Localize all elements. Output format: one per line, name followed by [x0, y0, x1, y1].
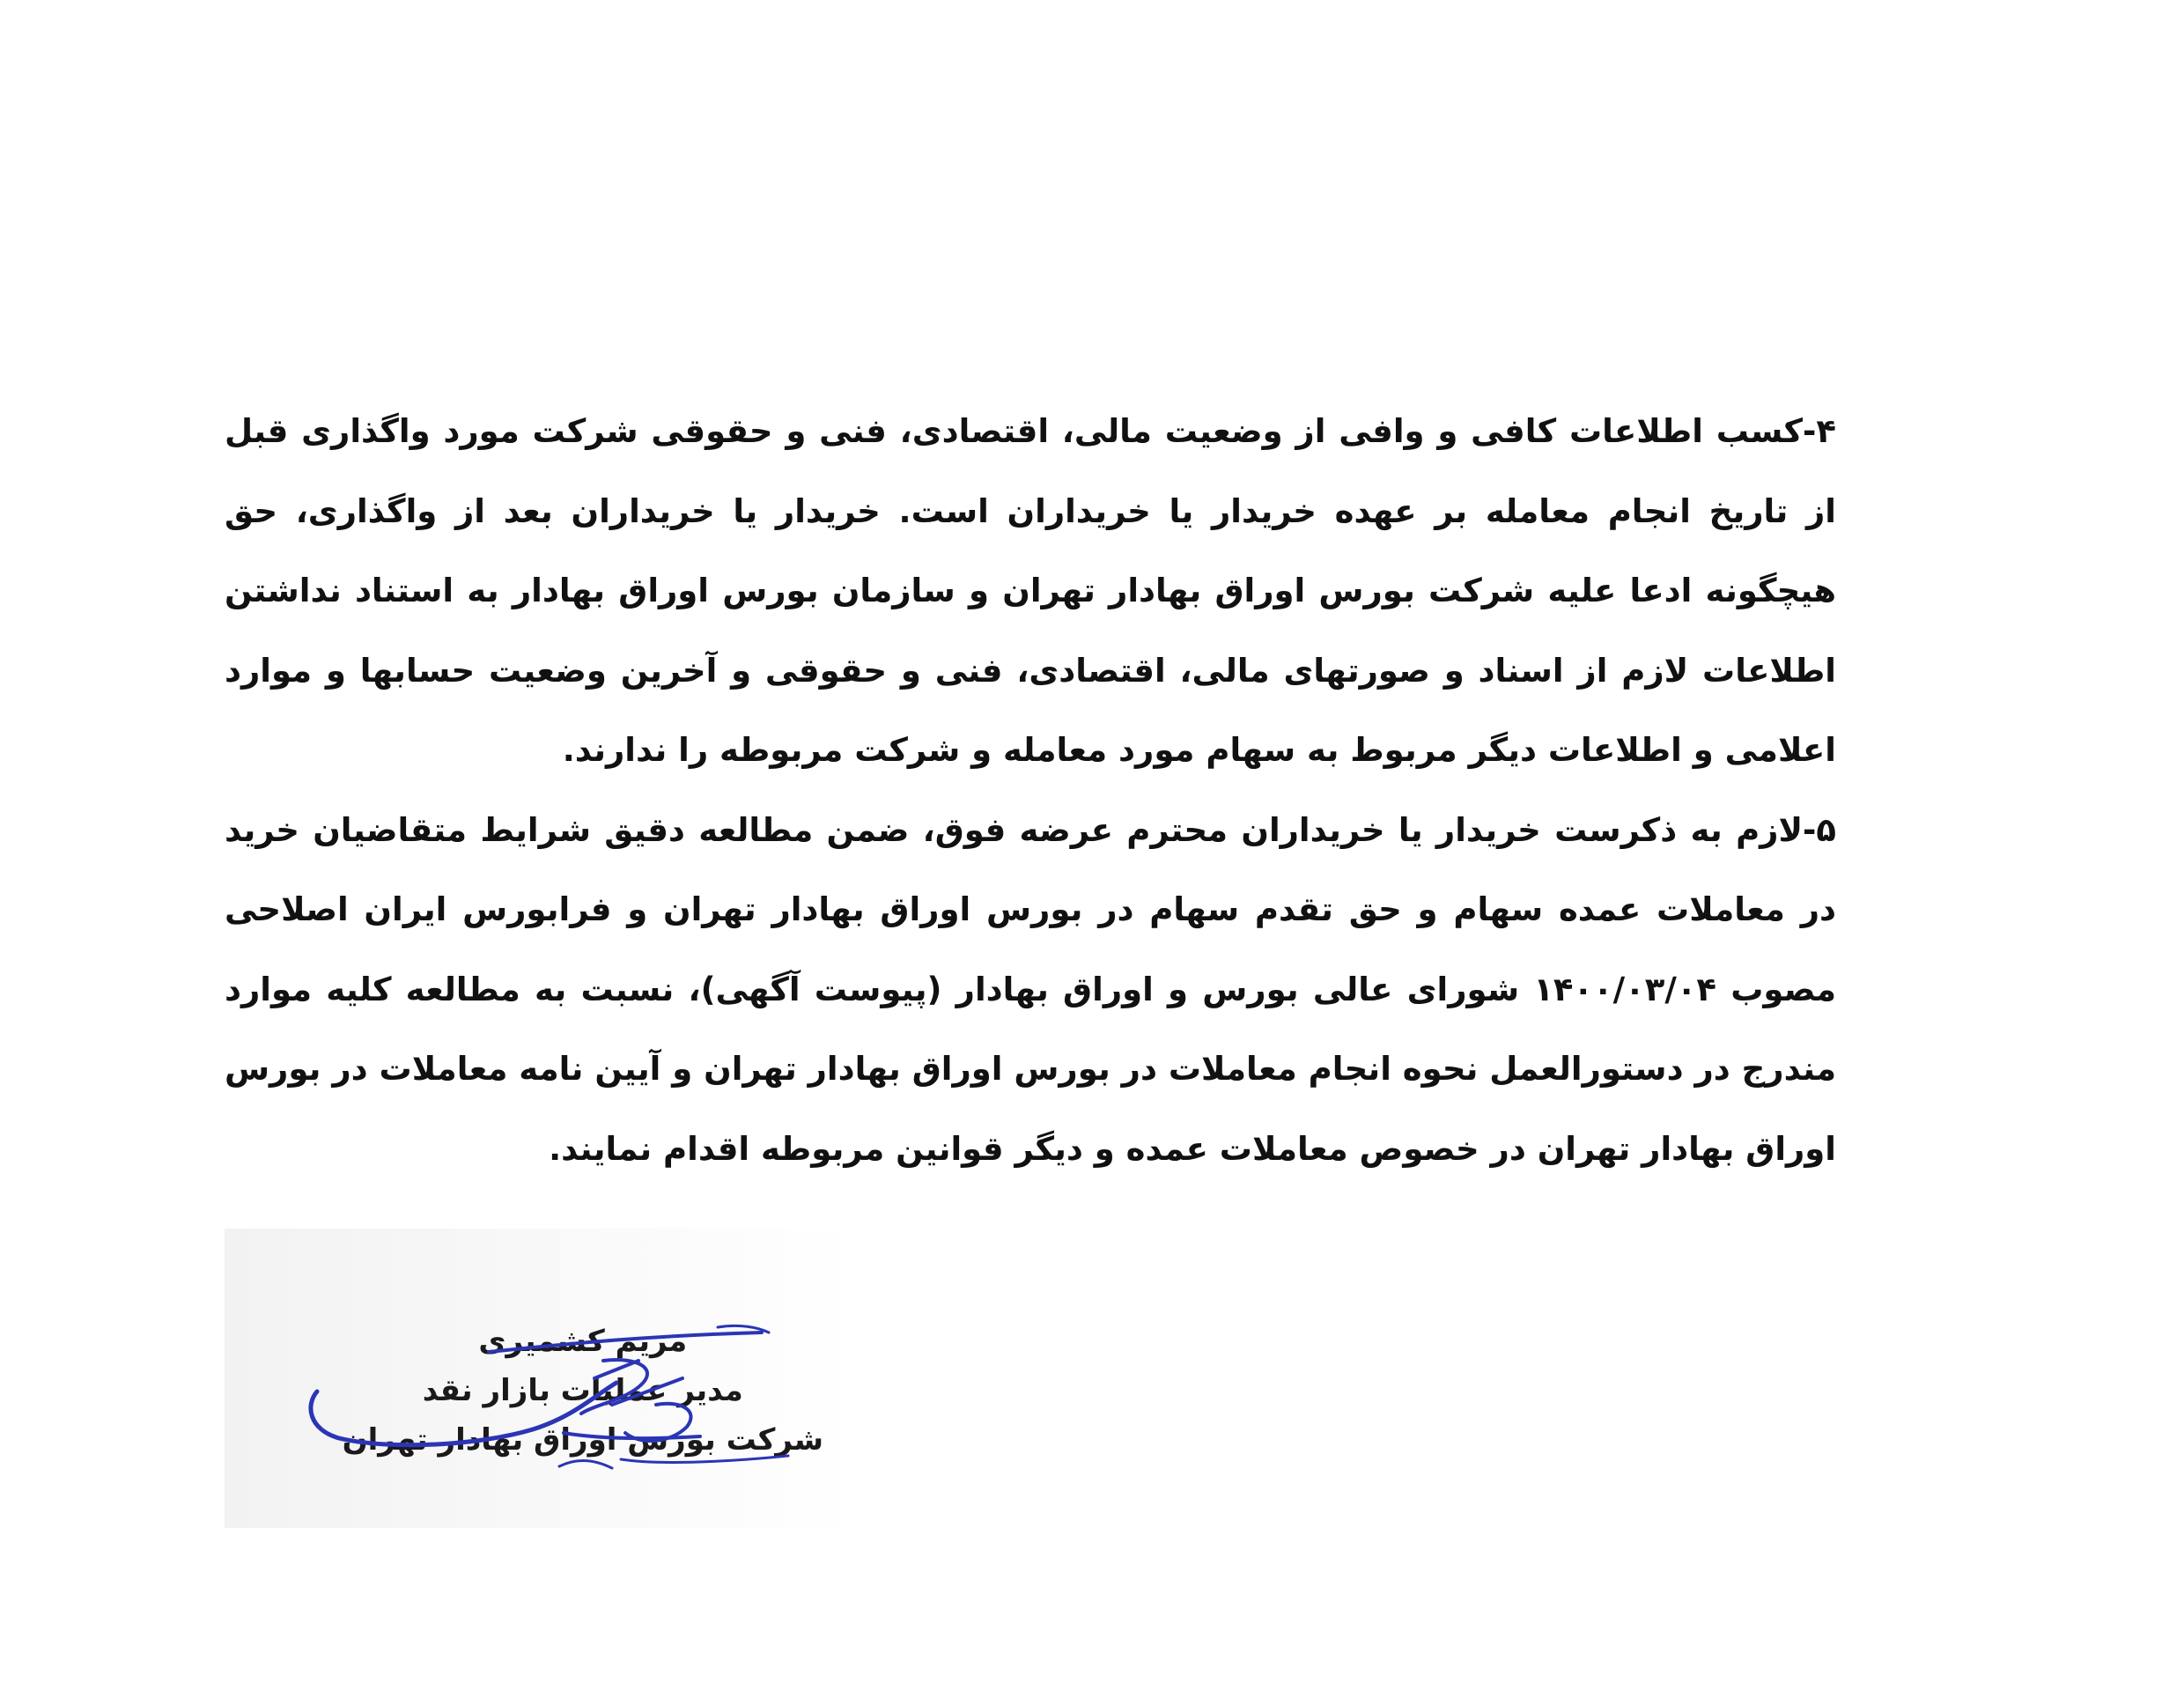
handwritten-signature [225, 1229, 859, 1528]
document-body [225, 392, 1836, 1189]
paragraph-item-5: ۵-لازم به ذکرست خریدار یا خریداران محترم عرضه فوق، ضمن مطالعه دقیق شرایط متقاضیان خرید در معاملات عمده سهام و حق تقدم سهام در بورس اوراق بهادار تهران و فرابورس ایران اصلاحی مصوب ۱۴۰۰/۰۳/۰۴ شورای عالی بورس و اوراق بهادار (پیوست آگهی)، نسبت به مطالعه کلیه موارد مندرج در دستورالعمل نحوه انجام معاملات در بورس اوراق بهادار تهران و آیین نامه معاملات در بورس اوراق بهادار تهران در خصوص معاملات عمده و دیگر قوانین مربوطه اقدام نمایند. [225, 810, 1836, 1168]
signatory-name: مریم کشمیری [478, 1324, 688, 1359]
signatory-organization: شرکت بورس اوراق بهادار تهران [342, 1422, 823, 1458]
signatory-title: مدیر عملیات بازار نقد [422, 1373, 743, 1408]
signature-block [225, 1229, 859, 1528]
paragraph-item-4: ۴-کسب اطلاعات کافی و وافی از وضعیت مالی، اقتصادی، فنی و حقوقی شرکت مورد واگذاری قبل از تاریخ انجام معامله بر عهده خریدار یا خریداران است. خریدار یا خریداران بعد از واگذاری، حق هیچگونه ادعا علیه شرکت بورس اوراق بهادار تهران و سازمان بورس اوراق بهادار به استناد نداشتن اطلاعات لازم از اسناد و صورتهای مالی، اقتصادی، فنی و حقوقی و آخرین وضعیت حسابها و موارد اعلامی و اطلاعات دیگر مربوط به سهام مورد معامله و شرکت مربوطه را ندارند. [225, 412, 1836, 769]
